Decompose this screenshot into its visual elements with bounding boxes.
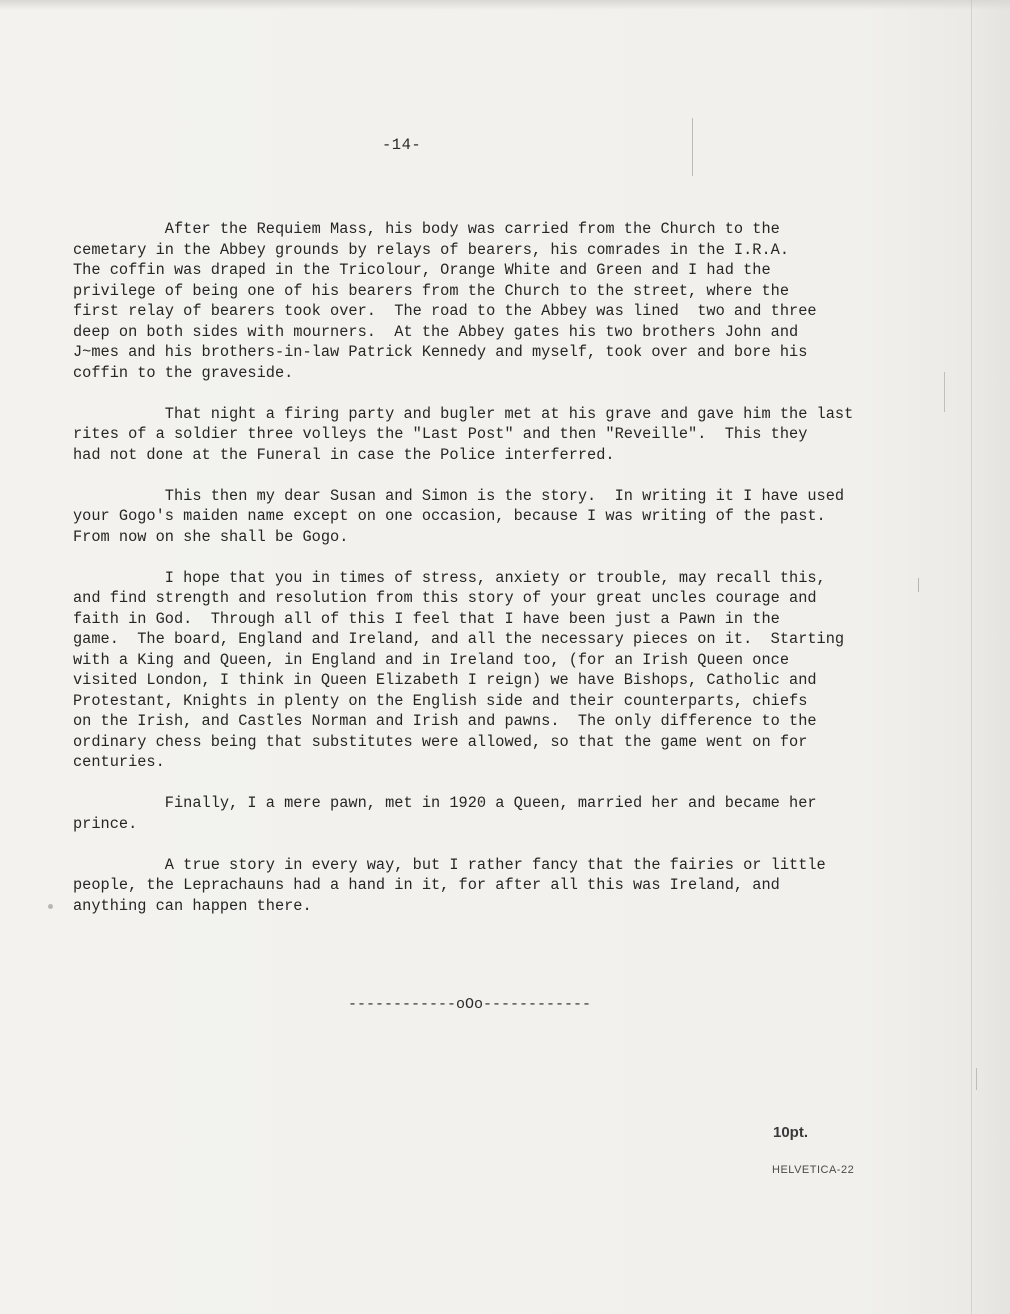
paragraph-finally: Finally, I a mere pawn, met in 1920 a Queen, married her and became her prince. [73, 794, 817, 833]
handwritten-size-note: 10pt. [773, 1124, 809, 1141]
page-top-edge [0, 0, 1010, 10]
section-separator: ------------oOo------------ [348, 996, 592, 1013]
margin-mark [976, 1068, 977, 1090]
margin-mark [692, 118, 693, 176]
body-text [73, 219, 933, 937]
paragraph-funeral-procession: After the Requiem Mass, his body was carried from the Church to the cemetary in the Abbey grounds by relays of bearers, his comrades in the I.R.A. The coffin was draped in the Tricolour, Orange White and Green and I had the privilege of being one of his bearers from the Church to the street, where the first relay of bearers took over. The road to the Abbey was lined two and three deep on both sides with mourners. At the Abbey gates his two brothers John and J~mes and his brothers-in-law Patrick Kennedy and myself, took over and bore his coffin to the graveside. [73, 220, 817, 382]
handwritten-font-note: HELVETICA-22 [772, 1164, 855, 1176]
paragraph-firing-party: That night a firing party and bugler met at his grave and gave him the last rites of a soldier three volleys the "Last Post" and then "Reveille". This they had not done at the Funeral in case the Police interferred. [73, 404, 854, 464]
paragraph-true-story: A true story in every way, but I rather fancy that the fairies or little people, the Leprachauns had a hand in it, for after all this was Ireland, and anything can happen there. [73, 855, 826, 915]
paragraph-chess-metaphor: I hope that you in times of stress, anxiety or trouble, may recall this, and find strength and resolution from this story of your great uncles courage and faith in God. Through all of this I feel that I have been just a Pawn in the game. The board, England and Ireland, and all the necessary pieces on it. Starting with a King and Queen, in England and in Ireland too, (for an Irish Queen once visited London, I think in Queen Elizabeth I reign) we have Bishops, Catholic and Protestant, Knights in plenty on the English side and their counterparts, chiefs on the Irish, and Castles Norman and Irish and pawns. The only difference to the ordinary chess being that substitutes were allowed, so that the game went on for centuries. [73, 568, 845, 771]
paragraph-the-story: This then my dear Susan and Simon is the story. In writing it I have used your Gogo's maiden name except on one occasion, because I was writing of the past. From now on she shall be Gogo. [73, 486, 845, 546]
page-number: -14- [382, 136, 422, 154]
margin-mark [944, 372, 945, 412]
page-fold-line [971, 0, 972, 1314]
margin-mark [48, 904, 53, 909]
